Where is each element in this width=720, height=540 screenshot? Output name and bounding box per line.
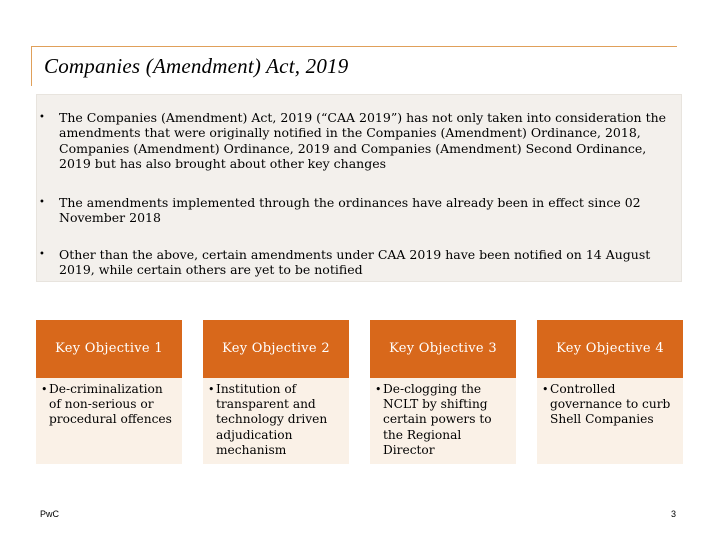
key-objective-card-3 — [370, 320, 516, 464]
key-objective-body — [36, 378, 182, 464]
intro-bullet-2 — [37, 195, 677, 227]
bullet-marker: • — [542, 383, 549, 396]
intro-bullet-3 — [37, 247, 677, 279]
bullet-marker: • — [208, 383, 215, 396]
bullet-marker: • — [39, 112, 45, 123]
footer-brand: PwC — [40, 509, 60, 519]
intro-bullet-box — [36, 94, 682, 282]
key-objective-heading: Key Objective 4 — [537, 320, 683, 378]
bullet-text: The amendments implemented through the ordinances have already been in effect since 02 November 2018 — [59, 195, 641, 226]
bullet-text: The Companies (Amendment) Act, 2019 (“CAA 2019”) has not only taken into consideration the amendments that were originally notified in the Companies (Amendment) Ordinance, 2018, Companies (Amendment) Ordinance, 2019 and Companies (Amendment) Second Ordinance, 2019 but has also brought about other key changes — [59, 110, 667, 171]
bullet-text: Other than the above, certain amendments under CAA 2019 have been notified on 14 August 2019, while certain others are yet to be notified — [59, 247, 651, 278]
key-objective-body — [370, 378, 516, 464]
key-objective-heading: Key Objective 1 — [36, 320, 182, 378]
page-number: 3 — [671, 509, 677, 519]
bullet-marker: • — [375, 383, 382, 396]
key-objective-text: Controlled governance to curb Shell Companies — [550, 382, 671, 427]
bullet-marker: • — [41, 383, 48, 396]
key-objective-body — [203, 378, 349, 464]
key-objective-body — [537, 378, 683, 464]
bullet-marker: • — [39, 197, 45, 208]
intro-bullet-1 — [37, 110, 677, 172]
key-objective-card-1 — [36, 320, 182, 464]
key-objective-text: De-criminalization of non-serious or procedural offences — [49, 382, 172, 427]
title-frame-left-line — [31, 46, 32, 86]
bullet-marker: • — [39, 249, 45, 260]
key-objective-text: Institution of transparent and technology driven adjudication mechanism — [216, 382, 328, 457]
title-frame-top-line — [31, 46, 677, 47]
slide-title: Companies (Amendment) Act, 2019 — [44, 54, 349, 78]
key-objective-text: De-clogging the NCLT by shifting certain powers to the Regional Director — [383, 382, 492, 457]
key-objective-card-2 — [203, 320, 349, 464]
key-objective-heading: Key Objective 2 — [203, 320, 349, 378]
key-objective-card-4 — [537, 320, 683, 464]
key-objective-heading: Key Objective 3 — [370, 320, 516, 378]
